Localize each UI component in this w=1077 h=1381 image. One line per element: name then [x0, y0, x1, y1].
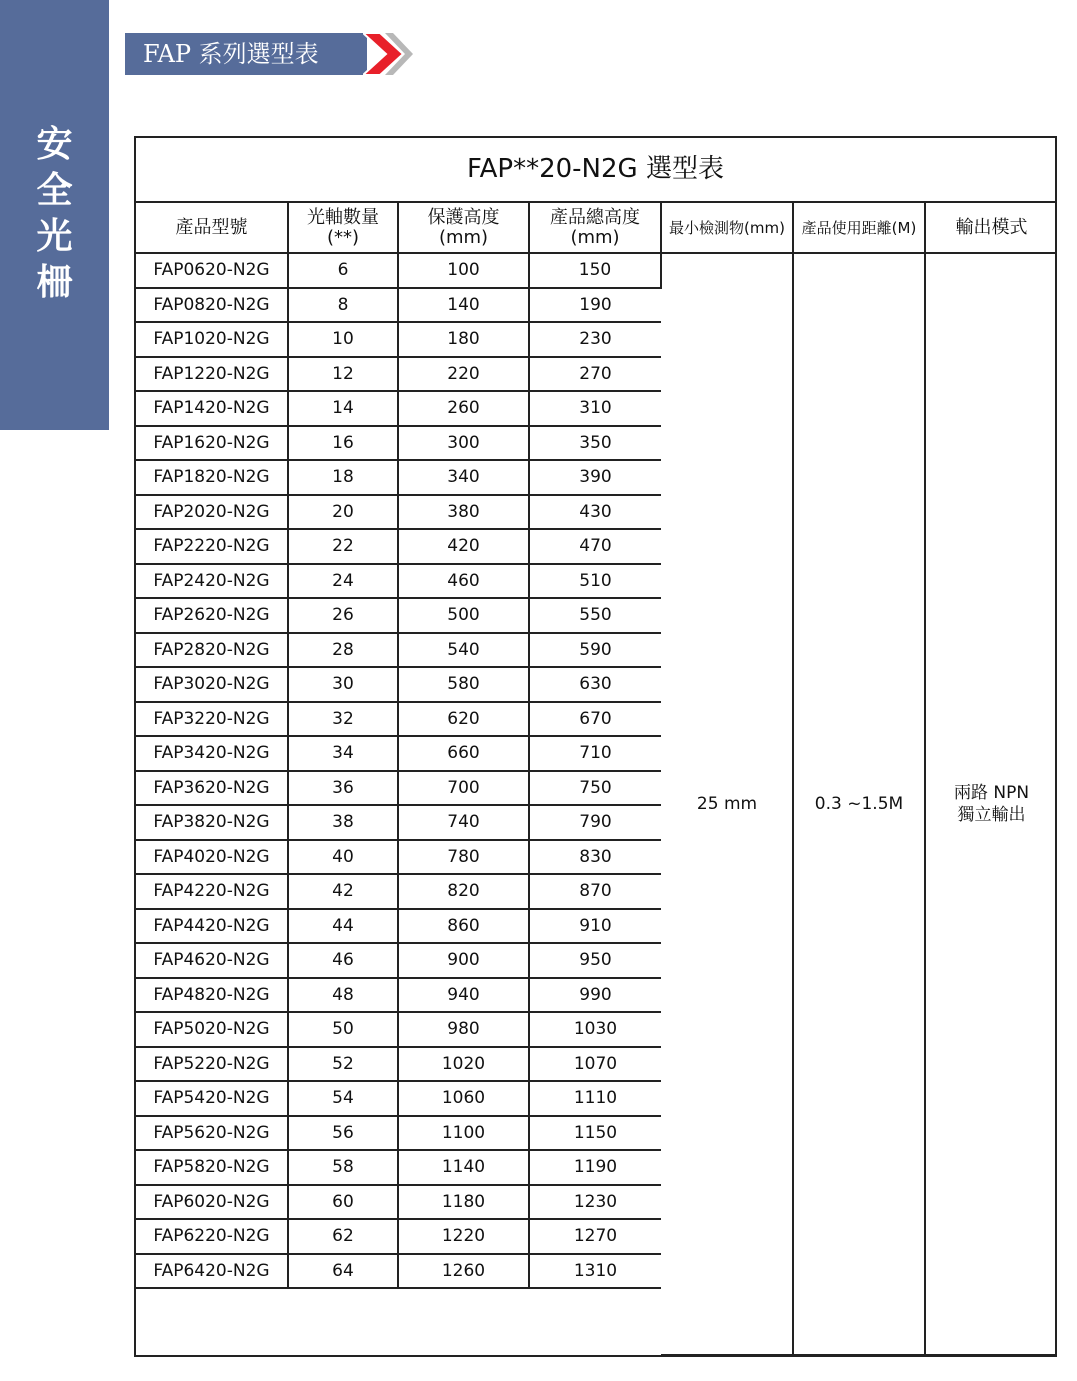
- side-category-title: [0, 122, 109, 306]
- protection-height-cell: 420: [398, 529, 529, 564]
- model-cell: FAP4220-N2G: [136, 874, 288, 909]
- total-height-cell: 270: [529, 357, 661, 392]
- total-height-cell: 1190: [529, 1150, 661, 1185]
- model-cell: FAP1820-N2G: [136, 460, 288, 495]
- chevron-arrow-icon: [363, 33, 413, 75]
- model-cell: FAP2820-N2G: [136, 633, 288, 668]
- axes-cell: 48: [288, 978, 398, 1013]
- total-height-cell: 1150: [529, 1116, 661, 1151]
- axes-cell: 22: [288, 529, 398, 564]
- model-cell: FAP3820-N2G: [136, 805, 288, 840]
- axes-cell: 38: [288, 805, 398, 840]
- model-cell: FAP0820-N2G: [136, 288, 288, 323]
- side-char: 柵: [36, 262, 73, 303]
- axes-cell: 34: [288, 736, 398, 771]
- model-cell: FAP3220-N2G: [136, 702, 288, 737]
- model-cell: FAP2020-N2G: [136, 495, 288, 530]
- protection-height-cell: 340: [398, 460, 529, 495]
- axes-cell: 42: [288, 874, 398, 909]
- protection-height-cell: 500: [398, 598, 529, 633]
- output-mode-line: 兩路 NPN: [953, 783, 1030, 803]
- axes-cell: 60: [288, 1185, 398, 1220]
- output-mode-line: 獨立輸出: [957, 805, 1026, 825]
- side-char: 全: [36, 170, 73, 211]
- model-cell: FAP2420-N2G: [136, 564, 288, 599]
- model-cell: FAP6420-N2G: [136, 1254, 288, 1289]
- table-title: FAP**20-N2G 選型表: [136, 138, 1055, 203]
- axes-cell: 14: [288, 391, 398, 426]
- model-cell: FAP1020-N2G: [136, 322, 288, 357]
- protection-height-cell: 140: [398, 288, 529, 323]
- total-height-cell: 590: [529, 633, 661, 668]
- total-height-cell: 230: [529, 322, 661, 357]
- protection-height-cell: 700: [398, 771, 529, 806]
- side-char: 光: [36, 216, 73, 257]
- protection-height-cell: 300: [398, 426, 529, 461]
- total-height-cell: 1110: [529, 1081, 661, 1116]
- total-height-cell: 430: [529, 495, 661, 530]
- model-cell: FAP5820-N2G: [136, 1150, 288, 1185]
- protection-height-cell: 1100: [398, 1116, 529, 1151]
- model-cell: FAP0620-N2G: [136, 253, 288, 288]
- total-height-cell: 1270: [529, 1219, 661, 1254]
- protection-height-cell: 660: [398, 736, 529, 771]
- protection-height-cell: 380: [398, 495, 529, 530]
- min-object-cell: 25 mm: [661, 253, 793, 1355]
- model-cell: FAP1620-N2G: [136, 426, 288, 461]
- table-row: [136, 253, 1057, 288]
- axes-cell: 30: [288, 667, 398, 702]
- total-height-cell: 950: [529, 943, 661, 978]
- model-cell: FAP4020-N2G: [136, 840, 288, 875]
- header-axes: 光軸數量 (**): [288, 203, 398, 253]
- axes-cell: 64: [288, 1254, 398, 1289]
- side-char: 安: [36, 124, 73, 165]
- axes-cell: 50: [288, 1012, 398, 1047]
- total-height-cell: 1310: [529, 1254, 661, 1289]
- protection-height-cell: 780: [398, 840, 529, 875]
- protection-height-cell: 1180: [398, 1185, 529, 1220]
- model-cell: FAP6020-N2G: [136, 1185, 288, 1220]
- axes-cell: 16: [288, 426, 398, 461]
- header-output: 輸出模式: [925, 203, 1057, 253]
- model-cell: FAP3020-N2G: [136, 667, 288, 702]
- total-height-cell: 1070: [529, 1047, 661, 1082]
- total-height-cell: 710: [529, 736, 661, 771]
- total-height-cell: 790: [529, 805, 661, 840]
- total-height-cell: 670: [529, 702, 661, 737]
- axes-cell: 40: [288, 840, 398, 875]
- axes-cell: 8: [288, 288, 398, 323]
- protection-height-cell: 1060: [398, 1081, 529, 1116]
- model-cell: FAP3420-N2G: [136, 736, 288, 771]
- total-height-cell: 470: [529, 529, 661, 564]
- axes-cell: 58: [288, 1150, 398, 1185]
- protection-height-cell: 820: [398, 874, 529, 909]
- side-category-tab: [0, 0, 109, 430]
- protection-height-cell: 580: [398, 667, 529, 702]
- protection-height-cell: 460: [398, 564, 529, 599]
- model-cell: FAP6220-N2G: [136, 1219, 288, 1254]
- axes-cell: 10: [288, 322, 398, 357]
- axes-cell: 32: [288, 702, 398, 737]
- total-height-cell: 390: [529, 460, 661, 495]
- model-cell: FAP5420-N2G: [136, 1081, 288, 1116]
- protection-height-cell: 740: [398, 805, 529, 840]
- total-height-cell: 310: [529, 391, 661, 426]
- selection-table: [134, 136, 1057, 1357]
- total-height-cell: 750: [529, 771, 661, 806]
- protection-height-cell: 260: [398, 391, 529, 426]
- total-height-cell: 630: [529, 667, 661, 702]
- axes-cell: 12: [288, 357, 398, 392]
- model-cell: FAP4420-N2G: [136, 909, 288, 944]
- model-cell: FAP4820-N2G: [136, 978, 288, 1013]
- axes-cell: 28: [288, 633, 398, 668]
- model-cell: FAP5620-N2G: [136, 1116, 288, 1151]
- header-distance: 產品使用距離(M): [793, 203, 925, 253]
- protection-height-cell: 620: [398, 702, 529, 737]
- axes-cell: 26: [288, 598, 398, 633]
- protection-height-cell: 980: [398, 1012, 529, 1047]
- axes-cell: 56: [288, 1116, 398, 1151]
- protection-height-cell: 1220: [398, 1219, 529, 1254]
- model-cell: FAP1220-N2G: [136, 357, 288, 392]
- protection-height-cell: 1260: [398, 1254, 529, 1289]
- spec-table: [136, 203, 1057, 1356]
- protection-height-cell: 220: [398, 357, 529, 392]
- total-height-cell: 870: [529, 874, 661, 909]
- model-cell: FAP5020-N2G: [136, 1012, 288, 1047]
- protection-height-cell: 540: [398, 633, 529, 668]
- header-row: [136, 203, 1057, 253]
- model-cell: FAP1420-N2G: [136, 391, 288, 426]
- total-height-cell: 510: [529, 564, 661, 599]
- header-min-object: 最小檢測物(mm): [661, 203, 793, 253]
- total-height-cell: 150: [529, 253, 661, 288]
- total-height-cell: 830: [529, 840, 661, 875]
- blank-cell: [136, 1288, 661, 1355]
- total-height-cell: 190: [529, 288, 661, 323]
- header-protection-height: 保護高度 (mm): [398, 203, 529, 253]
- total-height-cell: 550: [529, 598, 661, 633]
- protection-height-cell: 100: [398, 253, 529, 288]
- total-height-cell: 910: [529, 909, 661, 944]
- total-height-cell: 1030: [529, 1012, 661, 1047]
- total-height-cell: 1230: [529, 1185, 661, 1220]
- header-total-height: 產品總高度 (mm): [529, 203, 661, 253]
- distance-cell: 0.3 ~1.5M: [793, 253, 925, 1355]
- section-title: FAP 系列選型表: [143, 40, 319, 68]
- total-height-cell: 990: [529, 978, 661, 1013]
- axes-cell: 6: [288, 253, 398, 288]
- protection-height-cell: 860: [398, 909, 529, 944]
- axes-cell: 52: [288, 1047, 398, 1082]
- section-title-banner: [125, 33, 367, 75]
- model-cell: FAP2620-N2G: [136, 598, 288, 633]
- protection-height-cell: 1140: [398, 1150, 529, 1185]
- protection-height-cell: 900: [398, 943, 529, 978]
- axes-cell: 24: [288, 564, 398, 599]
- axes-cell: 36: [288, 771, 398, 806]
- axes-cell: 62: [288, 1219, 398, 1254]
- protection-height-cell: 940: [398, 978, 529, 1013]
- axes-cell: 54: [288, 1081, 398, 1116]
- axes-cell: 46: [288, 943, 398, 978]
- header-model: 產品型號: [136, 203, 288, 253]
- output-mode-cell: [925, 253, 1057, 1355]
- protection-height-cell: 180: [398, 322, 529, 357]
- axes-cell: 44: [288, 909, 398, 944]
- axes-cell: 18: [288, 460, 398, 495]
- model-cell: FAP4620-N2G: [136, 943, 288, 978]
- model-cell: FAP5220-N2G: [136, 1047, 288, 1082]
- axes-cell: 20: [288, 495, 398, 530]
- protection-height-cell: 1020: [398, 1047, 529, 1082]
- model-cell: FAP2220-N2G: [136, 529, 288, 564]
- model-cell: FAP3620-N2G: [136, 771, 288, 806]
- total-height-cell: 350: [529, 426, 661, 461]
